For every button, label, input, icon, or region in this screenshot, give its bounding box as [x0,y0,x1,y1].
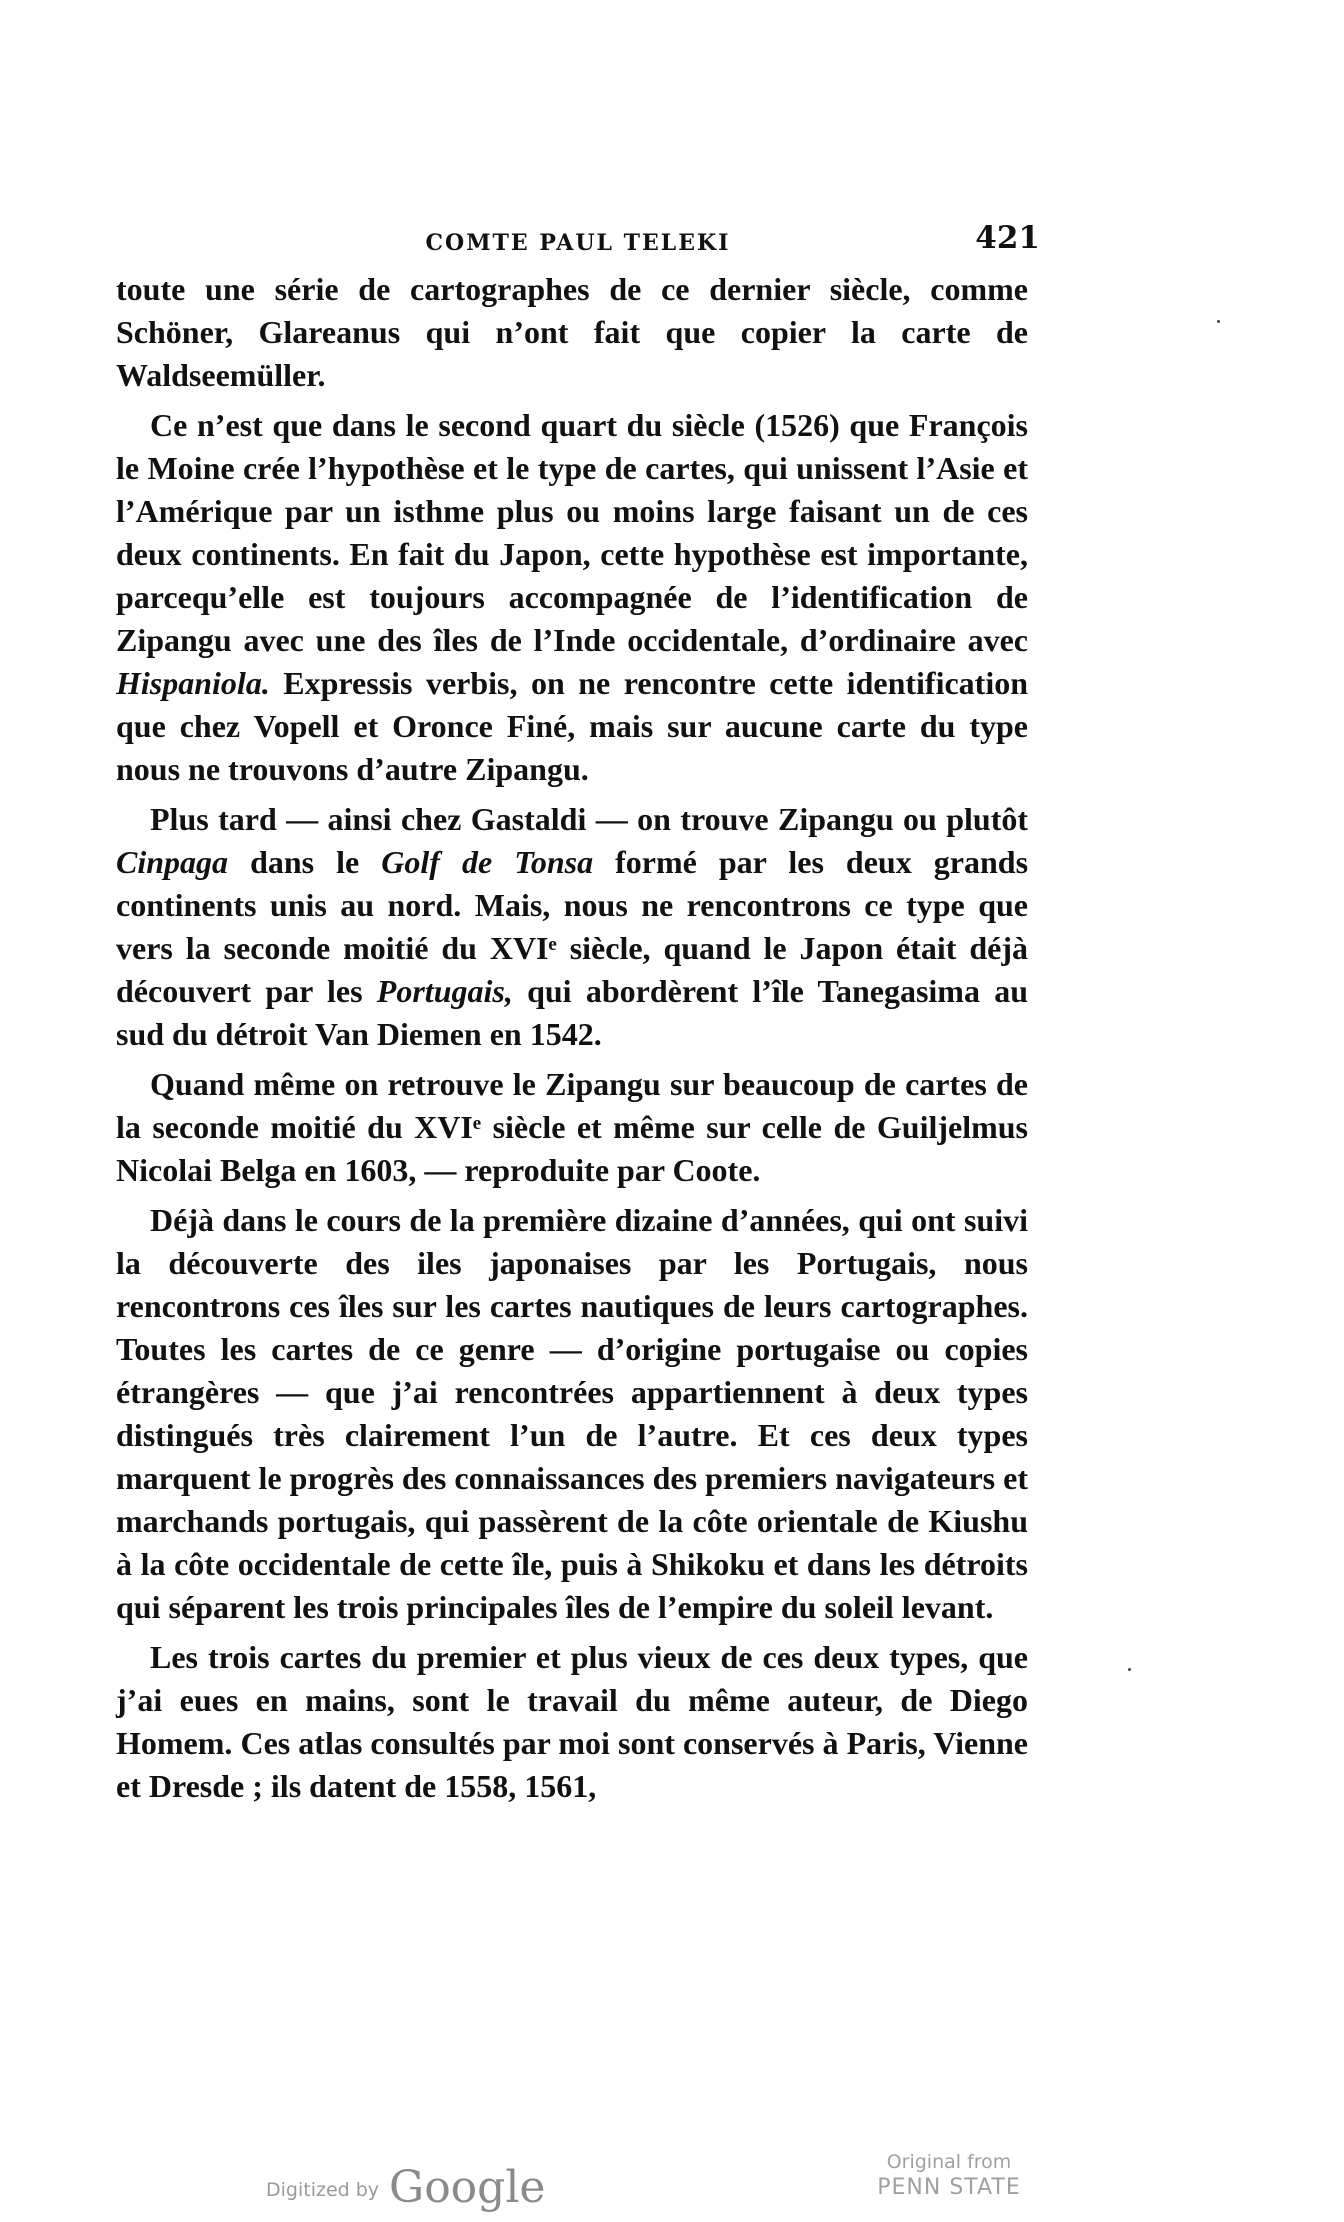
text-segment: Ce n’est que dans le second quart du siècle (1526) que François le Moine crée l’hypothèse et le type de cartes, qui unissent l’Asie et l’Amérique par un isthme plus ou moins large faisant un de ces deux continents. En fait du Japon, cette hypothèse est importante, parcequ’elle est toujours accompagnée de l’identification de Zipangu avec une des îles de l’Inde occidentale, d’ordinaire avec [116,407,1028,658]
original-from-label: Original from [886,2151,1012,2173]
paragraph [116,268,1028,397]
italic-text-segment: Cinpaga [116,844,229,880]
text-segment: Quand même on retrouve le Zipangu sur beaucoup de cartes de la seconde moitié du XVIᵉ siècle et même sur celle de Guiljelmus Nicolai Belga en 1603, — reproduite par Coote. [116,1066,1028,1188]
text-segment: Déjà dans le cours de la première dizaine d’années, qui ont suivi la découverte des iles japonaises par les Portugais, nous rencontrons ces îles sur les cartes nautiques de leurs cartographes. Toutes les cartes de ce genre — d’origine portugaise ou copies étrangères — que j’ai rencontrées appartiennent à deux types distingués très clairement l’un de l’autre. Et ces deux types marquent le progrès des connaissances des premiers navigateurs et marchands portugais, qui passèrent de la côte orientale de Kiushu à la côte occidentale de cette île, puis à Shikoku et dans les détroits qui séparent les trois principales îles de l’empire du soleil levant. [116,1202,1028,1625]
running-head [116,220,1040,264]
italic-text-segment: Golf de Tonsa [381,844,594,880]
paragraph [116,798,1028,1056]
paragraph [116,1199,1028,1629]
original-from-watermark [874,2150,1024,2202]
paragraph [116,1063,1028,1192]
italic-text-segment: Hispaniola. [116,665,270,701]
text-segment: Plus tard — ainsi chez Gastaldi — on trouve Zipangu ou plutôt [150,801,1028,837]
scan-speck [1128,1668,1131,1671]
digitized-by-watermark [266,2150,546,2213]
digitized-label: Digitized by [266,2179,380,2201]
text-segment: Les trois cartes du premier et plus vieux de ces deux types, que j’ai eues en mains, sont le travail du même auteur, de Diego Homem. Ces atlas consultés par moi sont conservés à Paris, Vienne et Dresde ; ils datent de 1558, 1561, [116,1639,1028,1804]
library-name: PENN STATE [877,2175,1021,2200]
text-segment: qui abordèrent l’île Tanegasima au sud du détroit Van Diemen en 1542. [116,973,1029,1052]
scan-speck [1217,320,1220,323]
text-segment: formé par les deux grands continents unis au nord. Mais, nous ne rencontrons ce type que vers la seconde moitié du XVIᵉ siècle, quand le Japon était déjà découvert par les [116,844,1029,1009]
italic-text-segment: Portugais, [376,973,513,1009]
page-number: 421 [975,220,1040,256]
text-segment: dans le [228,844,382,880]
google-logo: Google [389,2162,546,2213]
paragraph [116,404,1028,791]
text-segment: toute une série de cartographes de ce dernier siècle, comme Schöner, Glareanus qui n’ont fait que copier la carte de Waldseemüller. [116,271,1028,393]
text-segment: Expressis verbis, on ne rencontre cette identification que chez Vopell et Oronce Finé, mais sur aucune carte du type nous ne trouvons d’autre Zipangu. [116,665,1028,787]
body-text [116,268,1028,1815]
running-title: COMTE PAUL TELEKI [425,230,731,256]
paragraph [116,1636,1028,1808]
